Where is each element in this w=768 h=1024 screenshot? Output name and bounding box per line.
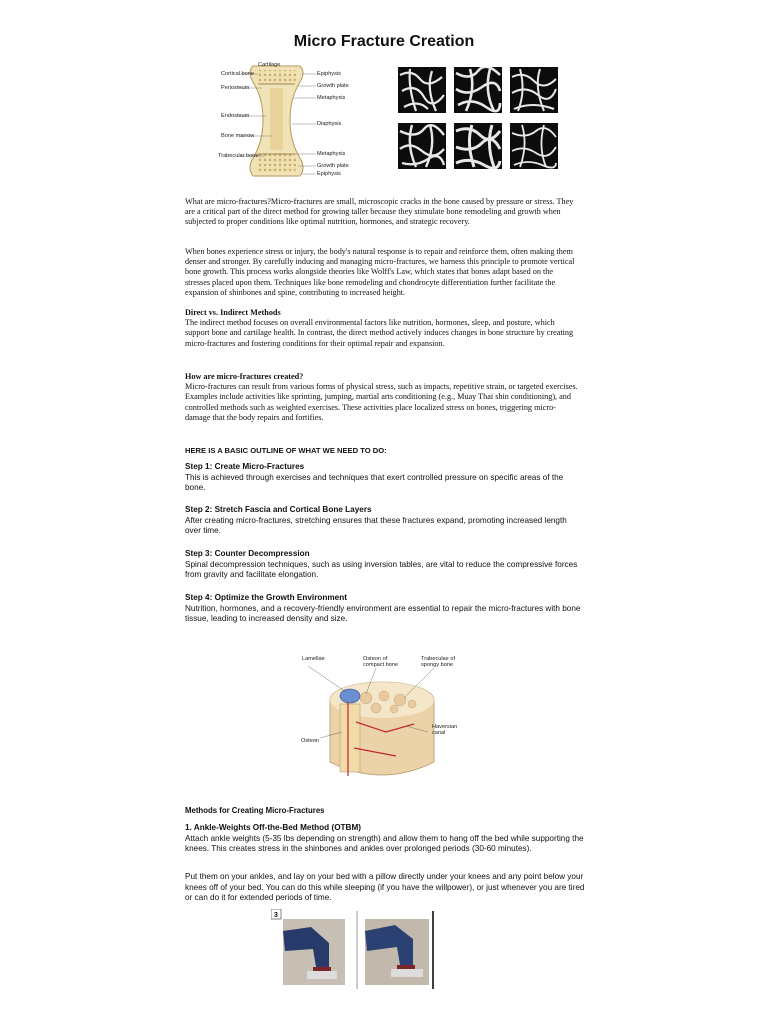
label-periosteum: Periosteum	[221, 85, 250, 91]
label-growth-plate-top: Growth plate	[317, 83, 349, 89]
section-how-created	[185, 372, 580, 423]
label-trabecular-bone: Trabecular bone	[218, 153, 259, 159]
outline-heading: HERE IS A BASIC OUTLINE OF WHAT WE NEED TO DO:	[185, 446, 387, 455]
paragraph-wolffs-law: When bones experience stress or injury, the body's natural response is to repair and reinforce them, often making them denser and stronger. By carefully inducing and managing micro-fractures, we harness this principle to promote vertical bone growth. This process works alongside theories like Wolff's Law, which states that bones adapt based on the stresses placed upon them. Techniques like bone remodeling and chondrocyte differentiation further facilitate the expansion of shinbones and spine, contributing to increased height.	[185, 247, 575, 297]
step-title: Step 4: Optimize the Growth Environment	[185, 593, 347, 602]
step-title: Step 3: Counter Decompression	[185, 549, 310, 558]
label-cortical-bone: Cortical bone	[221, 71, 254, 77]
photo-number: 3	[274, 912, 278, 919]
trabecular-image	[398, 67, 446, 113]
page-title: Micro Fracture Creation	[293, 33, 475, 50]
step-body: After creating micro-fractures, stretching ensures that these fractures expand, promoting increased length over time.	[185, 515, 567, 535]
direct-indirect-body: The indirect method focuses on overall environmental factors like nutrition, hormones, sleep, and posture, which support bone and cartilage health. In contrast, the direct method actively induces changes in bone structure by creating micro-fractures and fostering conditions for their optimal repair and expansion.	[185, 318, 574, 348]
direct-indirect-heading: Direct vs. Indirect Methods	[185, 308, 281, 317]
trabecular-bone-images	[398, 67, 562, 171]
label-osteon: Osteon	[301, 738, 320, 744]
section-direct-indirect	[185, 308, 580, 349]
step-1	[185, 462, 585, 494]
label-cartilage: Cartilage	[258, 62, 281, 68]
label-endosteum: Endosteum	[221, 113, 250, 119]
method-body: Attach ankle weights (5-35 lbs depending on strength) and allow them to hang off the bed while supporting the knees. This creates stress in the shinbones and ankles over prolonged periods (30-60 minutes).	[185, 833, 584, 853]
how-created-heading: How are micro-fractures created?	[185, 372, 304, 381]
trabecular-image	[510, 123, 558, 169]
label-osteon-compact-bone: Osteon of compact bone	[363, 656, 399, 669]
method-title: 1. Ankle-Weights Off-the-Bed Method (OTBM)	[185, 823, 362, 832]
label-epiphysis-bottom: Epiphysis	[317, 171, 341, 177]
label-epiphysis-top: Epiphysis	[317, 71, 341, 77]
trabecular-image	[454, 67, 502, 113]
osteon-diagram	[296, 652, 468, 784]
step-body: Nutrition, hormones, and a recovery-friendly environment are essential to repair the micro-fractures with bone tissue, leading to increased density and size.	[185, 603, 581, 623]
label-diaphysis: Diaphysis	[317, 121, 342, 127]
trabecular-image	[510, 67, 558, 113]
trabecular-image	[398, 123, 446, 169]
step-title: Step 2: Stretch Fascia and Cortical Bone Layers	[185, 505, 372, 514]
step-title: Step 1: Create Micro-Fractures	[185, 462, 305, 471]
method-1-instructions: Put them on your ankles, and lay on your bed with a pillow directly under your knees and any point below your knees off of your bed. You can do this while sleeping (if you have the willpower), or just whenever you are tired or can do it for extended periods of time.	[185, 872, 585, 902]
label-lamellae: Lamellae	[302, 656, 325, 662]
paragraph-intro: What are micro-fractures?Micro-fractures are small, microscopic cracks in the bone caused by pressure or stress. They are a critical part of the direct method for growing taller because they stimulate bone remodeling and growth when subjected to proper conditions like optimal nutrition, hormones, and strategic recovery.	[185, 197, 574, 227]
label-growth-plate-bottom: Growth plate	[317, 163, 349, 169]
step-body: This is achieved through exercises and techniques that exert controlled pressure on specific areas of the bone.	[185, 472, 564, 492]
label-haversian-canal: Haversian canal	[432, 724, 458, 737]
label-metaphysis-top: Metaphysis	[317, 95, 346, 101]
step-2	[185, 505, 585, 537]
methods-heading: Methods for Creating Micro-Fractures	[185, 806, 325, 815]
step-3	[185, 549, 585, 581]
method-1	[185, 823, 585, 855]
label-metaphysis-bottom: Metaphysis	[317, 151, 346, 157]
step-body: Spinal decompression techniques, such as using inversion tables, are vital to reduce the compressive forces from gravity and facilitate elongation.	[185, 559, 578, 579]
label-trabeculae-spongy-bone: Trabeculae of spongy bone	[421, 656, 455, 669]
label-bone-marrow: Bone marrow	[221, 133, 255, 139]
ankle-weights-photos	[271, 909, 439, 989]
how-created-body: Micro-fractures can result from various forms of physical stress, such as impacts, repetitive strain, or targeted exercises. Examples include activities like sprinting, jumping, martial arts conditioning (e.g., Muay Thai shin conditioning), and controlled methods such as weighted exercises. These activities place localized stress on bones, triggering micro-damage that the body repairs and fortifies.	[185, 382, 578, 422]
step-4	[185, 593, 585, 625]
trabecular-image	[454, 123, 502, 169]
leg-photos-strip	[271, 909, 439, 989]
